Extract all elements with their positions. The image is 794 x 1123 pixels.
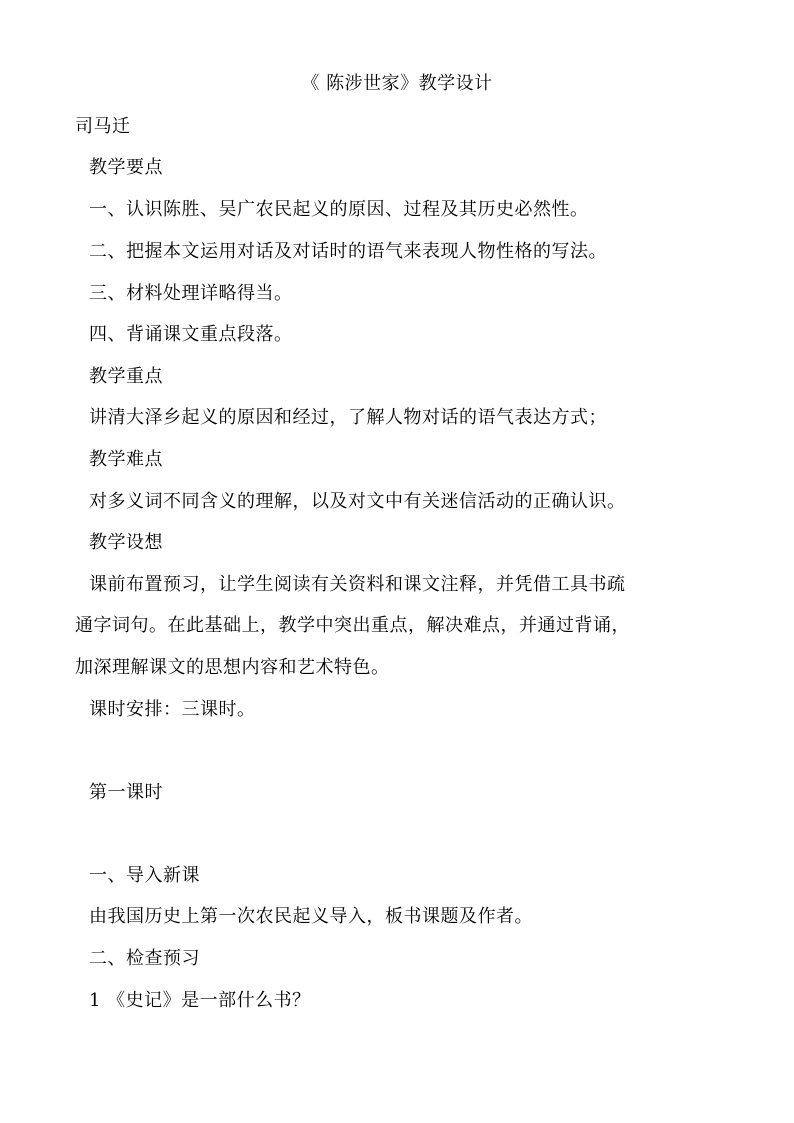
preview-heading: 二、检查预习 [89, 948, 200, 969]
key-points-text: 讲清大泽乡起义的原因和经过，了解人物对话的语气表达方式； [89, 407, 607, 428]
difficulties-text: 对多义词不同含义的理解，以及对文中有关迷信活动的正确认识。 [89, 491, 626, 512]
objective-item: 二、把握本文运用对话及对话时的语气来表现人物性格的写法。 [89, 241, 607, 262]
key-points-heading: 教学重点 [89, 366, 163, 387]
objective-item: 三、材料处理详略得当。 [89, 283, 293, 304]
concept-line: 课前布置预习，让学生阅读有关资料和课文注释，并凭借工具书疏 [89, 574, 626, 595]
intro-heading: 一、导入新课 [89, 865, 200, 886]
concept-line: 通字词句。在此基础上，教学中突出重点，解决难点，并通过背诵， [75, 615, 630, 636]
objective-item: 一、认识陈胜、吴广农民起义的原因、过程及其历史必然性。 [89, 199, 589, 220]
lesson1-heading: 第一课时 [89, 782, 163, 803]
concept-heading: 教学设想 [89, 532, 163, 553]
author-name: 司马迁 [75, 116, 131, 137]
intro-text: 由我国历史上第一次农民起义导入，板书课题及作者。 [89, 906, 533, 927]
concept-line: 加深理解课文的思想内容和艺术特色。 [75, 657, 390, 678]
objective-item: 四、背诵课文重点段落。 [89, 324, 293, 345]
objectives-heading: 教学要点 [89, 157, 163, 178]
difficulties-heading: 教学难点 [89, 449, 163, 470]
schedule-text: 课时安排：三课时。 [89, 699, 256, 720]
question-1: 1 《史记》是一部什么书？ [89, 990, 311, 1011]
page-title: 《 陈涉世家》教学设计 [301, 73, 493, 94]
